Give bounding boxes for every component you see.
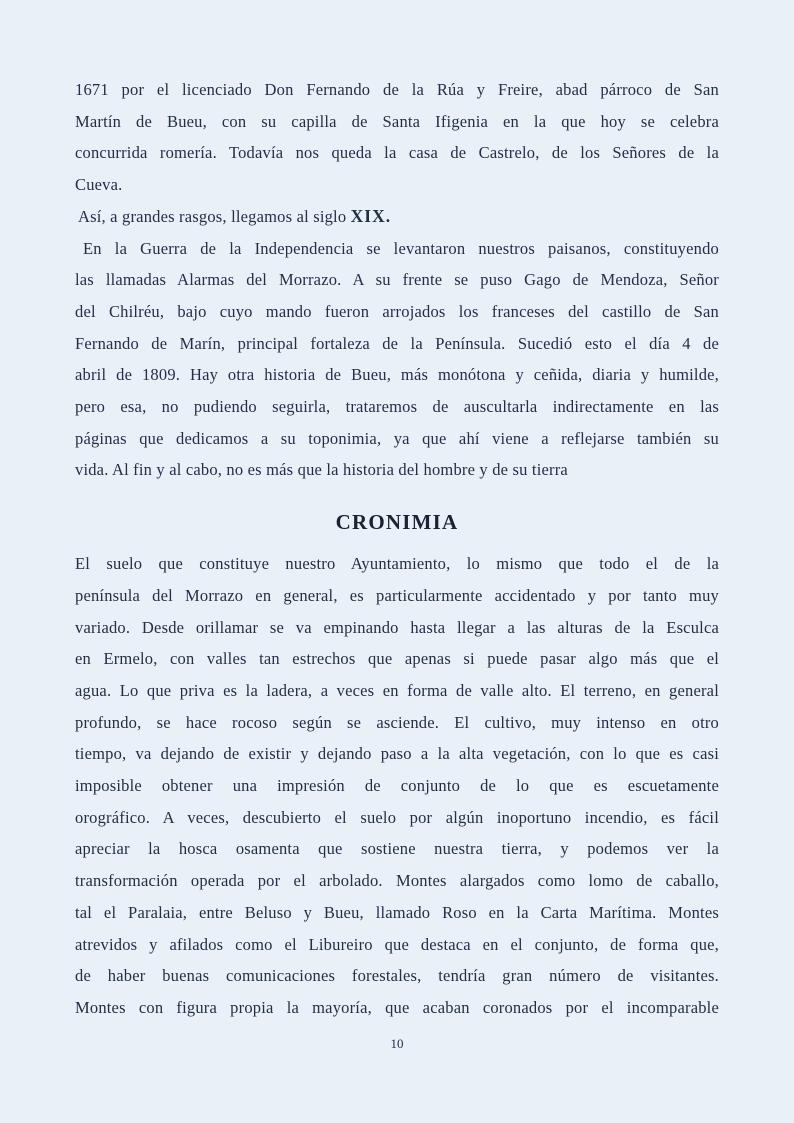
text-line: tal el Paralaia, entre Beluso y Bueu, llamado Roso en la Carta Marítima. Montes xyxy=(75,902,719,922)
text-line: El suelo que constituye nuestro Ayuntamiento, lo mismo que todo el de la xyxy=(75,554,719,574)
text-line: Martín de Bueu, con su capilla de Santa Ifigenia en la que hoy se celebra xyxy=(75,111,719,131)
paragraph-1671-continuation xyxy=(75,74,719,201)
text-line: En la Guerra de la Independencia se levantaron nuestros paisanos, constituyendo xyxy=(83,238,719,258)
text-line: en Ermelo, con valles tan estrechos que apenas si puede pasar algo más que el xyxy=(75,649,719,669)
page-number: 10 xyxy=(390,1036,404,1051)
text-line: Cueva. xyxy=(75,175,123,195)
text-line: transformación operada por el arbolado. Montes alargados como lomo de caballo, xyxy=(75,871,719,891)
text-line: Fernando de Marín, principal fortaleza de la Península. Sucedió esto el día 4 de xyxy=(75,333,719,353)
text-line: las llamadas Alarmas del Morrazo. A su frente se puso Gago de Mendoza, Señor xyxy=(75,270,719,290)
text-line: imposible obtener una impresión de conjunto de lo que es escuetamente xyxy=(75,776,719,796)
text-line: atrevidos y afilados como el Libureiro que destaca en el conjunto, de forma que, xyxy=(75,934,719,954)
text-line: apreciar la hosca osamenta que sostiene nuestra tierra, y podemos ver la xyxy=(75,839,719,859)
text-line: de haber buenas comunicaciones forestales, tendría gran número de visitantes. xyxy=(75,966,719,986)
paragraph-cronimia xyxy=(75,548,719,1024)
paragraph-siglo-xix xyxy=(75,201,719,233)
text-line: profundo, se hace rocoso según se asciende. El cultivo, muy intenso en otro xyxy=(75,712,719,732)
text-line: Así, a grandes rasgos, llegamos al siglo XIX. xyxy=(78,205,392,226)
paragraph-guerra-independencia xyxy=(75,233,719,487)
text-line: Montes con figura propia la mayoría, que acaban coronados por el incomparable xyxy=(75,997,719,1017)
text-line: 1671 por el licenciado Don Fernando de la Rúa y Freire, abad párroco de San xyxy=(75,80,719,99)
text-line: abril de 1809. Hay otra historia de Bueu, más monótona y ceñida, diaria y humilde, xyxy=(75,365,719,385)
text-line: tiempo, va dejando de existir y dejando paso a la alta vegetación, con lo que es casi xyxy=(75,744,719,764)
text-line: vida. Al fin y al cabo, no es más que la historia del hombre y de su tierra xyxy=(75,460,568,480)
section-heading-cronimia: CRONIMIA xyxy=(335,510,459,535)
text-line: páginas que dedicamos a su toponimia, ya que ahí viene a reflejarse también su xyxy=(75,428,719,448)
text-line: del Chilréu, bajo cuyo mando fueron arrojados los franceses del castillo de San xyxy=(75,301,719,321)
text-line: orográfico. A veces, descubierto el suelo por algún inoportuno incendio, es fácil xyxy=(75,807,719,827)
page-body xyxy=(75,74,719,1024)
text-line: concurrida romería. Todavía nos queda la casa de Castrelo, de los Señores de la xyxy=(75,143,719,163)
text-line: pero esa, no pudiendo seguirla, trataremos de auscultarla indirectamente en las xyxy=(75,397,719,417)
text-line: península del Morrazo en general, es particularmente accidentado y por tanto muy xyxy=(75,585,719,605)
text-line: agua. Lo que priva es la ladera, a veces en forma de valle alto. El terreno, en general xyxy=(75,680,719,700)
text-line: variado. Desde orillamar se va empinando hasta llegar a las alturas de la Esculca xyxy=(75,617,719,637)
